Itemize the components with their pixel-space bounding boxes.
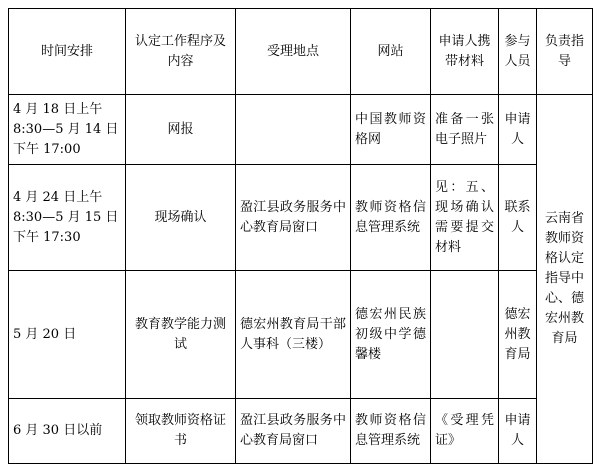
table-row [9, 95, 593, 165]
cell-website: 教师资格信息管理系统 [351, 165, 431, 271]
cell-participants: 联系人 [499, 165, 537, 271]
cell-time: 4 月 18 日上午 8:30—5 月 14 日下午 17:00 [9, 95, 126, 165]
header-procedure: 认定工作程序及内容 [126, 9, 236, 95]
cell-procedure: 教育教学能力测试 [126, 271, 236, 399]
cell-procedure: 领取教师资格证书 [126, 399, 236, 464]
cell-website: 德宏州民族初级中学德馨楼 [351, 271, 431, 399]
cell-website: 教师资格信息管理系统 [351, 399, 431, 464]
cell-participants: 申请人 [499, 399, 537, 464]
cell-materials [431, 271, 499, 399]
header-row [9, 9, 593, 95]
cell-time: 6 月 30 日以前 [9, 399, 126, 464]
table-row [9, 165, 593, 271]
cell-responsible: 云南省教师资格认定指导中心、德宏州教育局 [537, 95, 593, 464]
cell-procedure: 现场确认 [126, 165, 236, 271]
cell-materials: 见：五、现场确认需要提交材料 [431, 165, 499, 271]
schedule-table [8, 8, 593, 464]
cell-location: 盈江县政务服务中心教育局窗口 [236, 399, 351, 464]
cell-location: 德宏州教育局干部人事科（三楼） [236, 271, 351, 399]
header-participants: 参与人员 [499, 9, 537, 95]
table-row [9, 271, 593, 399]
header-time: 时间安排 [9, 9, 126, 95]
cell-location [236, 95, 351, 165]
header-website: 网站 [351, 9, 431, 95]
cell-participants: 德宏州教育局 [499, 271, 537, 399]
header-location: 受理地点 [236, 9, 351, 95]
cell-website: 中国教师资格网 [351, 95, 431, 165]
cell-materials: 《受理凭证》 [431, 399, 499, 464]
cell-time: 5 月 20 日 [9, 271, 126, 399]
table-row [9, 399, 593, 464]
cell-participants: 申请人 [499, 95, 537, 165]
header-responsible: 负责指导 [537, 9, 593, 95]
cell-materials: 准备一张电子照片 [431, 95, 499, 165]
cell-procedure: 网报 [126, 95, 236, 165]
cell-time: 4 月 24 日上午 8:30—5 月 15 日下午 17:30 [9, 165, 126, 271]
cell-location: 盈江县政务服务中心教育局窗口 [236, 165, 351, 271]
header-materials: 申请人携带材料 [431, 9, 499, 95]
